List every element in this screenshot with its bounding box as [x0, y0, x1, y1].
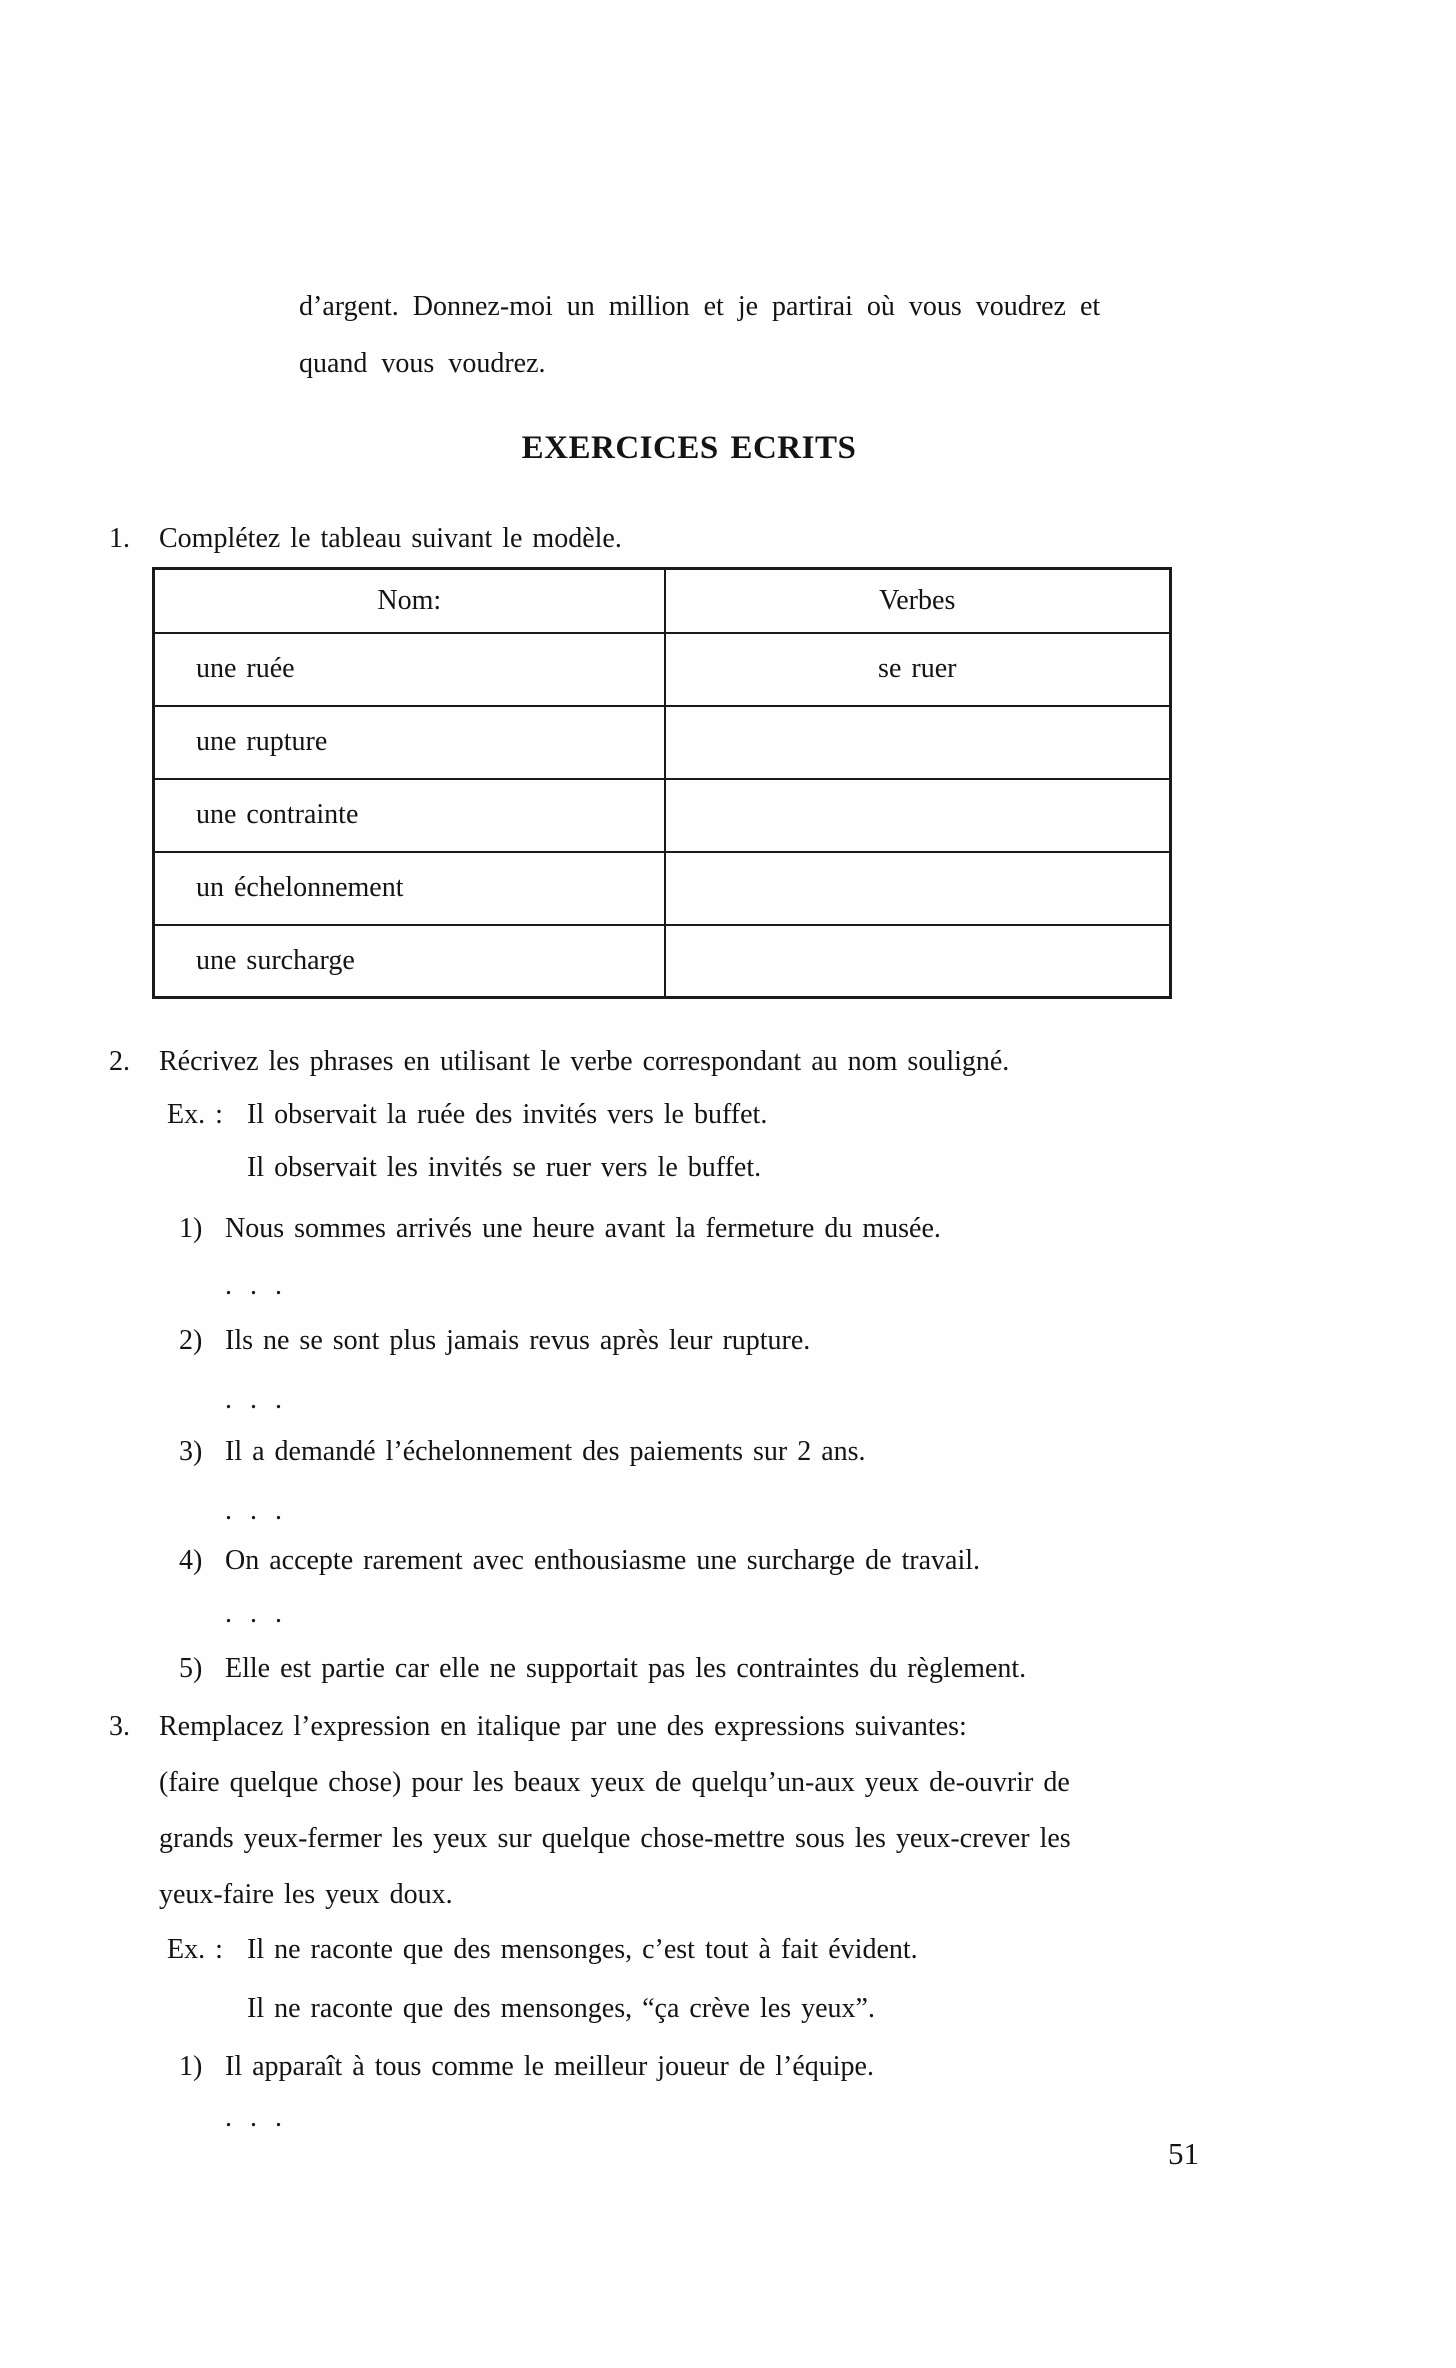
table-header-nom: Nom: [154, 569, 665, 633]
exercise-2-header [109, 1046, 1009, 1078]
exercise-2-item [179, 1436, 866, 1468]
answer-ellipsis: . . . [225, 1495, 286, 1526]
exercise-1-instruction: Complétez le tableau suivant le modèle. [159, 523, 622, 554]
cell-nom: une surcharge [154, 925, 665, 998]
exercise-2-example-line-2 [247, 1152, 761, 1184]
item-number: 4) [179, 1545, 203, 1576]
exercise-2-number: 2. [109, 1046, 130, 1077]
exercise-2-example-line-1 [167, 1099, 767, 1131]
exercise-2-item [179, 1545, 980, 1577]
intro-line-1: d’argent. Donnez-moi un million et je partirai où vous voudrez et [299, 291, 1101, 322]
cell-nom: une contrainte [154, 779, 665, 852]
table-row [154, 925, 1171, 998]
item-text: Nous sommes arrivés une heure avant la fermeture du musée. [225, 1213, 941, 1244]
example-text: Il observait les invités se ruer vers le buffet. [247, 1152, 762, 1183]
exercise-3-number: 3. [109, 1711, 130, 1742]
cell-verbe [665, 925, 1171, 998]
cell-verbe: se ruer [665, 633, 1171, 706]
section-heading: EXERCICES ECRITS [521, 430, 857, 466]
item-text: Elle est partie car elle ne supportait pas les contraintes du règlement. [225, 1653, 1027, 1684]
exercise-3-instruction-line: (faire quelque chose) pour les beaux yeux de quelqu’un-aux yeux de-ouvrir de [159, 1767, 1070, 1798]
exercise-3-example-line-2 [247, 1993, 875, 2025]
item-number: 1) [179, 1213, 203, 1244]
example-label: Ex. : [167, 1934, 223, 1965]
answer-ellipsis: . . . [225, 2102, 286, 2133]
exercise-1-header [109, 523, 622, 555]
example-text: Il observait la ruée des invités vers le buffet. [247, 1099, 768, 1130]
page-number: 51 [1168, 2136, 1199, 2171]
conjugation-table [152, 567, 1172, 999]
table-header-verbes: Verbes [665, 569, 1171, 633]
cell-nom: une rupture [154, 706, 665, 779]
cell-verbe [665, 852, 1171, 925]
cell-verbe [665, 779, 1171, 852]
answer-ellipsis: . . . [225, 1270, 286, 1301]
item-number: 5) [179, 1653, 203, 1684]
item-text: Il a demandé l’échelonnement des paiements sur 2 ans. [225, 1436, 866, 1467]
cell-nom: une ruée [154, 633, 665, 706]
exercise-2-instruction: Récrivez les phrases en utilisant le verbe correspondant au nom souligné. [159, 1046, 1010, 1077]
exercise-3-instruction-line: yeux-faire les yeux doux. [159, 1879, 453, 1910]
item-number: 3) [179, 1436, 203, 1467]
answer-ellipsis: . . . [225, 1598, 286, 1629]
exercise-2-item [179, 1653, 1026, 1685]
exercise-3-item [179, 2051, 874, 2083]
table-row [154, 852, 1171, 925]
table-header-row [154, 569, 1171, 633]
exercise-1-number: 1. [109, 523, 130, 554]
item-text: Ils ne se sont plus jamais revus après leur rupture. [225, 1325, 811, 1356]
intro-line-2: quand vous voudrez. [299, 348, 546, 379]
cell-nom: un échelonnement [154, 852, 665, 925]
table-row [154, 706, 1171, 779]
item-text: Il apparaît à tous comme le meilleur joueur de l’équipe. [225, 2051, 874, 2082]
exercise-3-instruction-line: grands yeux-fermer les yeux sur quelque chose-mettre sous les yeux-crever les [159, 1823, 1071, 1854]
cell-verbe [665, 706, 1171, 779]
answer-ellipsis: . . . [225, 1384, 286, 1415]
exercise-3-instruction-line: Remplacez l’expression en italique par une des expressions suivantes: [159, 1711, 967, 1742]
example-label: Ex. : [167, 1099, 223, 1130]
exercise-2-item [179, 1325, 810, 1357]
item-number: 2) [179, 1325, 203, 1356]
item-number: 1) [179, 2051, 203, 2082]
table-row [154, 779, 1171, 852]
exercise-3-example-line-1 [167, 1934, 918, 1966]
exercise-2-item [179, 1213, 941, 1245]
example-text: Il ne raconte que des mensonges, c’est tout à fait évident. [247, 1934, 918, 1965]
example-text: Il ne raconte que des mensonges, “ça crève les yeux”. [247, 1993, 875, 2024]
item-text: On accepte rarement avec enthousiasme une surcharge de travail. [225, 1545, 981, 1576]
intro-paragraph [299, 278, 1279, 392]
exercise-3-header [109, 1711, 967, 1743]
table-row [154, 633, 1171, 706]
